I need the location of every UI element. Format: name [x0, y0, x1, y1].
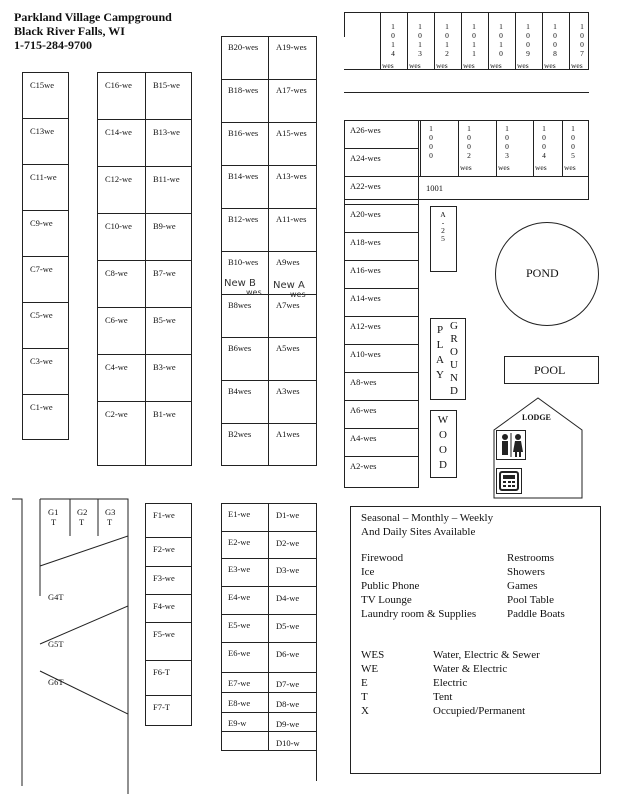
site-label: A3wes [276, 386, 300, 396]
playground-letter: Y [436, 369, 444, 381]
site-digit: 0 [445, 31, 449, 40]
phone-icon [496, 468, 522, 494]
site-label: B11-we [153, 174, 180, 184]
site-type: wes [436, 61, 448, 70]
site-digit: 5 [441, 234, 445, 243]
site-digit: 2 [467, 151, 471, 160]
site-label: F5-we [153, 629, 175, 639]
site-digit: 4 [542, 151, 546, 160]
site-digit: 0 [418, 31, 422, 40]
legend-code: X [361, 705, 369, 717]
site-label: E1-we [228, 509, 251, 519]
g-area-outline [0, 496, 140, 796]
legend-meaning: Electric [433, 677, 468, 689]
site-digit: 1 [505, 124, 509, 133]
site-label: G6T [48, 677, 64, 687]
amenity-item: Pool Table [507, 594, 554, 606]
site-label: D7-we [276, 679, 300, 689]
new-b-sub: wes [246, 288, 262, 297]
site-label: A5wes [276, 343, 300, 353]
site-digit: 0 [429, 151, 433, 160]
site-label: E5-we [228, 620, 251, 630]
site-digit: 1 [391, 40, 395, 49]
playground-letter: G [450, 320, 458, 332]
site-type: wes [460, 163, 472, 172]
amenity-item: Games [507, 580, 538, 592]
site-label: A19-wes [276, 42, 307, 52]
site-digit: 1 [542, 124, 546, 133]
site-label: F2-we [153, 544, 175, 554]
site-type: wes [564, 163, 576, 172]
amenity-item: Laundry room & Supplies [361, 608, 477, 620]
legend-title-1: Seasonal – Monthly – Weekly [361, 512, 494, 524]
site-label: C12-we [105, 174, 132, 184]
restroom-icon [496, 430, 526, 460]
site-digit: 0 [472, 31, 476, 40]
site-label: A4-wes [350, 433, 377, 443]
site-type: wes [517, 61, 529, 70]
site-type: wes [535, 163, 547, 172]
site-label: F3-we [153, 573, 175, 583]
campground-phone: 1-715-284-9700 [14, 38, 92, 52]
site-label: C7-we [30, 264, 53, 274]
site-label: D6-we [276, 649, 300, 659]
amenity-item: Firewood [361, 552, 404, 564]
site-digit: 0 [429, 133, 433, 142]
wood-letter: D [439, 459, 447, 471]
site-label: E9-w [228, 718, 247, 728]
site-label: C5-we [30, 310, 53, 320]
site-digit: 0 [526, 31, 530, 40]
amenity-item: Paddle Boats [507, 608, 565, 620]
site-digit: 0 [429, 142, 433, 151]
site-label: C13we [30, 126, 55, 136]
site-label: A11-wes [276, 214, 307, 224]
site-type: wes [382, 61, 394, 70]
site-digit: 1 [553, 22, 557, 31]
site-digit: 1 [445, 40, 449, 49]
site-digit: 1 [418, 40, 422, 49]
site-label: A1wes [276, 429, 300, 439]
site-label: E2-we [228, 537, 251, 547]
site-label: A14-wes [350, 293, 381, 303]
site-label: A18-wes [350, 237, 381, 247]
site-label: F7-T [153, 702, 170, 712]
site-digit: 1 [429, 124, 433, 133]
site-label: A9wes [276, 257, 300, 267]
site-label: A26-wes [350, 125, 381, 135]
wood-letter: O [439, 444, 447, 456]
site-type: wes [490, 61, 502, 70]
wood-letter: O [439, 429, 447, 441]
playground-letter: A [436, 354, 444, 366]
site-digit: 2 [445, 49, 449, 58]
site-label: B4wes [228, 386, 252, 396]
site-label: C1-we [30, 402, 53, 412]
site-type: wes [498, 163, 510, 172]
playground-letter: D [450, 385, 458, 397]
site-label: A12-wes [350, 321, 381, 331]
site-digit: 1 [580, 22, 584, 31]
site-label: B6wes [228, 343, 252, 353]
site-digit: 0 [499, 49, 503, 58]
site-digit: 0 [580, 31, 584, 40]
new-b-label: New B [224, 278, 256, 289]
site-label: C8-we [105, 268, 128, 278]
site-label: G1 [48, 507, 59, 517]
site-type: wes [409, 61, 421, 70]
site-digit: 1 [391, 22, 395, 31]
site-digit: 1 [445, 22, 449, 31]
campground-city: Black River Falls, WI [14, 24, 125, 38]
site-label: D9-we [276, 719, 300, 729]
site-digit: 0 [542, 133, 546, 142]
amenity-item: TV Lounge [361, 594, 412, 606]
site-digit: 1 [499, 22, 503, 31]
playground-letter: O [450, 346, 458, 358]
site-digit: 4 [391, 49, 395, 58]
site-label: A17-wes [276, 85, 307, 95]
site-label: D2-we [276, 538, 300, 548]
site-digit: 1 [418, 22, 422, 31]
site-digit: - [441, 218, 445, 227]
site-label: A7wes [276, 300, 300, 310]
site-label: E6-we [228, 648, 251, 658]
site-digit: 0 [391, 31, 395, 40]
site-label: A15-wes [276, 128, 307, 138]
site-type: wes [571, 61, 583, 70]
site-label: A22-wes [350, 181, 381, 191]
legend-title-2: And Daily Sites Available [361, 526, 476, 538]
site-label: F1-we [153, 510, 175, 520]
site-digit: 1 [472, 49, 476, 58]
amenity-item: Public Phone [361, 580, 420, 592]
site-type: wes [544, 61, 556, 70]
site-label: A20-wes [350, 209, 381, 219]
site-digit: 1 [472, 40, 476, 49]
site-label: C15we [30, 80, 55, 90]
site-label: B2wes [228, 429, 252, 439]
site-digit: 1 [499, 40, 503, 49]
site-label: C4-we [105, 362, 128, 372]
site-digit: 0 [467, 142, 471, 151]
site-label: A16-wes [350, 265, 381, 275]
site-label: D8-we [276, 699, 300, 709]
site-label: B7-we [153, 268, 176, 278]
site-label: B20-wes [228, 42, 259, 52]
site-label: C16-we [105, 80, 132, 90]
site-digit: 0 [505, 133, 509, 142]
site-label: G3 [105, 507, 116, 517]
wood-letter: W [437, 414, 449, 426]
site-label: T [107, 517, 113, 527]
site-label: A8-wes [350, 377, 377, 387]
site-label: A2-wes [350, 461, 377, 471]
pool-label: POOL [534, 363, 566, 377]
legend-code: T [361, 691, 368, 703]
site-label: G5T [48, 639, 64, 649]
site-label: E8-we [228, 698, 251, 708]
site-label: D1-we [276, 510, 300, 520]
amenity-item: Ice [361, 566, 375, 578]
site-label: C6-we [105, 315, 128, 325]
site-type: wes [463, 61, 475, 70]
site-label: A13-wes [276, 171, 307, 181]
legend-code: E [361, 677, 368, 689]
new-a-sub: wes [290, 290, 306, 299]
site-label: C14-we [105, 127, 132, 137]
amenity-item: Showers [507, 566, 545, 578]
site-digit: 0 [571, 133, 575, 142]
site-label: C11-we [30, 172, 57, 182]
site-digit: 2 [441, 226, 445, 235]
site-digit: 1 [467, 124, 471, 133]
site-1001: 1001 [426, 183, 443, 193]
site-label: F4-we [153, 601, 175, 611]
legend-meaning: Water, Electric & Sewer [433, 649, 540, 661]
site-label: B14-wes [228, 171, 259, 181]
site-label: B13-we [153, 127, 180, 137]
site-digit: 3 [505, 151, 509, 160]
legend-code: WE [361, 663, 379, 675]
amenity-item: Restrooms [507, 552, 555, 564]
site-label: C9-we [30, 218, 53, 228]
pond-label: POND [526, 266, 559, 280]
site-label: B18-wes [228, 85, 259, 95]
site-label: B15-we [153, 80, 180, 90]
campground-name: Parkland Village Campground [14, 10, 172, 24]
site-label: B10-wes [228, 257, 259, 267]
legend-code: WES [361, 649, 385, 661]
site-digit: 3 [418, 49, 422, 58]
site-digit: 0 [580, 40, 584, 49]
site-label: F6-T [153, 667, 170, 677]
legend-meaning: Tent [433, 691, 453, 703]
playground-letter: L [436, 339, 444, 351]
site-label: D5-we [276, 621, 300, 631]
site-label: B5-we [153, 315, 176, 325]
site-digit: 0 [499, 31, 503, 40]
site-label: G2 [77, 507, 88, 517]
legend-box [350, 506, 601, 774]
playground-letter: N [450, 372, 458, 384]
site-digit: 0 [542, 142, 546, 151]
playground-letter: P [436, 324, 444, 336]
site-label: A6-wes [350, 405, 377, 415]
site-label: B16-wes [228, 128, 259, 138]
site-digit: 0 [571, 142, 575, 151]
playground-letter: U [450, 359, 458, 371]
site-digit: 0 [526, 40, 530, 49]
site-label: A10-wes [350, 349, 381, 359]
site-label: B8wes [228, 300, 252, 310]
site-digit: 1 [526, 22, 530, 31]
site-digit: 5 [571, 151, 575, 160]
site-digit: 1 [571, 124, 575, 133]
new-a-label: New A [273, 280, 305, 291]
site-label: D10-w [276, 738, 300, 748]
site-digit: 7 [580, 49, 584, 58]
site-digit: 0 [553, 31, 557, 40]
site-digit: 0 [467, 133, 471, 142]
site-digit: A [440, 210, 446, 219]
site-label: C10-we [105, 221, 132, 231]
playground-letter: R [450, 333, 458, 345]
site-label: C3-we [30, 356, 53, 366]
site-label: B12-wes [228, 214, 259, 224]
site-digit: 8 [553, 49, 557, 58]
site-label: A24-wes [350, 153, 381, 163]
site-label: E7-we [228, 678, 251, 688]
site-label: E4-we [228, 592, 251, 602]
site-label: T [51, 517, 57, 527]
site-label: G4T [48, 592, 64, 602]
legend-meaning: Occupied/Permanent [433, 705, 526, 717]
legend-meaning: Water & Electric [433, 663, 508, 675]
site-label: D4-we [276, 593, 300, 603]
site-label: D3-we [276, 565, 300, 575]
site-label: B9-we [153, 221, 176, 231]
site-label: B3-we [153, 362, 176, 372]
site-digit: 0 [553, 40, 557, 49]
site-digit: 9 [526, 49, 530, 58]
site-digit: 1 [472, 22, 476, 31]
lodge-label: LODGE [522, 413, 551, 422]
site-label: B1-we [153, 409, 176, 419]
site-label: E3-we [228, 564, 251, 574]
site-label: C2-we [105, 409, 128, 419]
site-digit: 0 [505, 142, 509, 151]
site-label: T [79, 517, 85, 527]
